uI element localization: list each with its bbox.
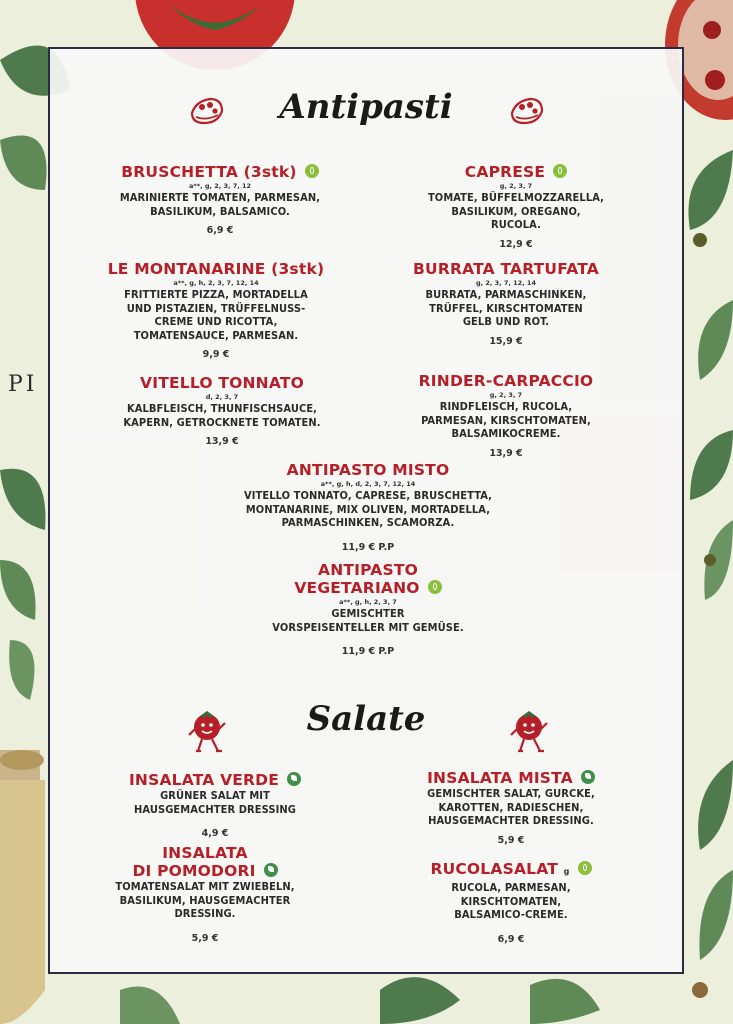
antipasti-title: Antipasti <box>279 87 453 127</box>
vegetarian-icon <box>553 164 567 178</box>
item-name-line1: INSALATA <box>162 844 248 862</box>
item-description: GEMISCHTER VORSPEISENTELLER MIT GEMÜSE. <box>272 607 464 634</box>
item-allergens: g, 2, 3, 7, 12, 14 <box>476 279 536 287</box>
item-name: LE MONTANARINE (3stk) <box>107 260 325 278</box>
item-description: VITELLO TONNATO, CAPRESE, BRUSCHETTA, MONTANARINE, MIX OLIVEN, MORTADELLA, PARMASCHINKEN, SCAMORZA. <box>243 489 493 529</box>
item-price: 5,9 € <box>191 932 219 944</box>
item-name-line2: DI POMODORI <box>132 862 256 880</box>
item-price: 11,9 € P.P <box>341 646 395 657</box>
item-allergens: a**, g, h, 2, 3, 7 <box>339 598 397 606</box>
item-price: 6,9 € <box>206 225 234 236</box>
vegan-leaf-icon <box>581 770 595 784</box>
item-price: 5,9 € <box>497 834 525 846</box>
item-name: BRUSCHETTA (3stk) <box>121 163 297 181</box>
item-price: 13,9 € <box>205 436 239 447</box>
menu-item-vitello-tonnato <box>62 374 382 447</box>
menu-item-caprese <box>356 163 676 250</box>
vegetarian-icon <box>578 861 592 875</box>
menu-item-burrata-tartufata <box>346 260 666 347</box>
item-name: RUCOLASALAT <box>430 860 558 878</box>
item-description: MARINIERTE TOMATEN, PARMESAN, BASILIKUM, BALSAMICO. <box>119 191 321 218</box>
menu-item-rucolasalat <box>366 860 656 945</box>
item-allergen-suffix: g <box>563 867 570 876</box>
vegetarian-icon <box>428 580 442 594</box>
item-price: 4,9 € <box>201 828 229 839</box>
salate-title: Salate <box>306 699 426 739</box>
menu-item-bruschetta <box>60 163 380 236</box>
menu-item-insalata-mista <box>366 769 656 846</box>
item-description: TOMATE, BÜFFELMOZZARELLA, BASILIKUM, OREGANO, RUCOLA. <box>427 191 605 231</box>
item-description: FRITTIERTE PIZZA, MORTADELLA UND PISTAZIEN, TRÜFFELNUSS- CREME UND RICOTTA, TOMATENSAUCE, PARMESAN. <box>124 288 308 342</box>
menu-item-le-montanarine <box>56 260 376 360</box>
item-price: 13,9 € <box>489 447 523 459</box>
menu-item-rinder-carpaccio <box>346 372 666 459</box>
tomato-mascot-icon <box>508 709 550 755</box>
menu-item-antipasto-vegetariano <box>168 561 568 657</box>
item-allergens: a**, g, h, d, 2, 3, 7, 12, 14 <box>320 480 416 488</box>
item-name: INSALATA MISTA <box>427 769 573 787</box>
item-allergens: a**, g, h, 2, 3, 7, 12, 14 <box>173 279 259 287</box>
item-price: 15,9 € <box>489 335 523 347</box>
item-name: BURRATA TARTUFATA <box>413 260 599 278</box>
item-name-line1: ANTIPASTO <box>318 561 418 579</box>
item-name: INSALATA VERDE <box>128 771 280 789</box>
menu-item-antipasto-misto <box>168 461 568 553</box>
item-name: VITELLO TONNATO <box>140 374 304 392</box>
vegan-leaf-icon <box>264 863 278 877</box>
item-description: GEMISCHTER SALAT, GURCKE, KAROTTEN, RADIESCHEN, HAUSGEMACHTER DRESSING. <box>427 787 595 827</box>
item-allergens: a**, g, 2, 3, 7, 12 <box>188 182 252 190</box>
item-description: BURRATA, PARMASCHINKEN, TRÜFFEL, KIRSCHTOMATEN GELB UND ROT. <box>425 288 587 328</box>
bruschetta-icon <box>508 91 546 129</box>
item-name: ANTIPASTO MISTO <box>286 461 450 479</box>
menu-item-insalata-di-pomodori <box>70 844 340 944</box>
item-description: RINDFLEISCH, RUCOLA, PARMESAN, KIRSCHTOMATEN, BALSAMIKOCREME. <box>421 400 591 440</box>
item-allergens: d, 2, 3, 7 <box>205 393 239 401</box>
vegan-leaf-icon <box>287 772 301 786</box>
item-price: 6,9 € <box>497 933 525 945</box>
vegetarian-icon <box>305 164 319 178</box>
menu-item-insalata-verde <box>70 771 360 839</box>
item-description: KALBFLEISCH, THUNFISCHSAUCE, KAPERN, GETROCKNETE TOMATEN. <box>123 402 321 429</box>
item-description: TOMATENSALAT MIT ZWIEBELN, BASILIKUM, HAUSGEMACHTER DRESSING. <box>115 880 295 920</box>
item-name-line2: VEGETARIANO <box>294 579 420 597</box>
item-allergens: g, 2, 3, 7 <box>499 182 533 190</box>
item-description: RUCOLA, PARMESAN, KIRSCHTOMATEN, BALSAMICO-CREME. <box>451 881 571 921</box>
item-price: 12,9 € <box>499 238 533 250</box>
item-description: GRÜNER SALAT MIT HAUSGEMACHTER DRESSING <box>134 789 296 816</box>
item-name: CAPRESE <box>464 163 546 181</box>
side-text: PI <box>8 372 38 397</box>
item-name: RINDER-CARPACCIO <box>418 372 594 390</box>
menu-card <box>48 47 684 974</box>
item-price: 9,9 € <box>202 349 230 360</box>
item-allergens: g, 2, 3, 7 <box>489 391 523 399</box>
item-price: 11,9 € P.P <box>341 541 395 553</box>
